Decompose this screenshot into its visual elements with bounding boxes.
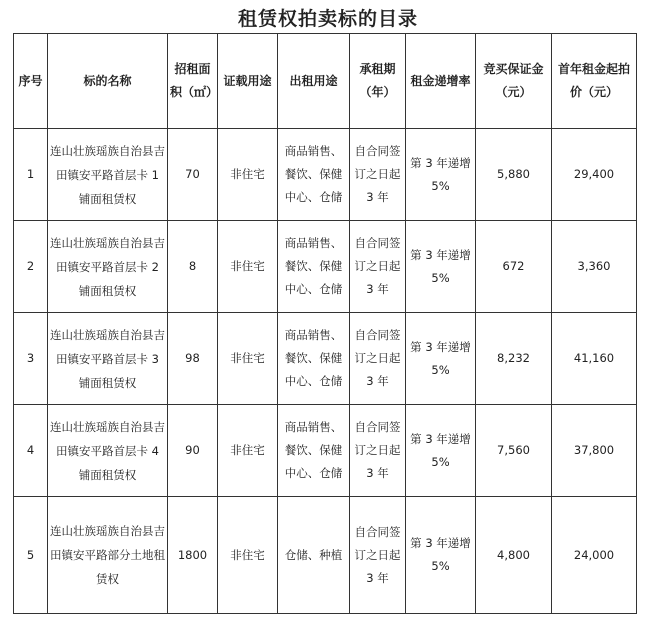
cell-rent-use: 商品销售、餐饮、保健中心、仓储: [278, 221, 350, 313]
header-area: 招租面积（㎡）: [168, 34, 218, 129]
cell-cert-use: 非住宅: [218, 405, 278, 497]
header-rent-use: 出租用途: [278, 34, 350, 129]
cell-cert-use: 非住宅: [218, 221, 278, 313]
cell-term: 自合同签订之日起 3 年: [350, 497, 406, 614]
cell-rent-use: 商品销售、餐饮、保健中心、仓储: [278, 129, 350, 221]
cell-price: 37,800: [552, 405, 637, 497]
cell-deposit: 4,800: [476, 497, 552, 614]
cell-term: 自合同签订之日起 3 年: [350, 313, 406, 405]
cell-rent-use: 仓储、种植: [278, 497, 350, 614]
cell-area: 90: [168, 405, 218, 497]
cell-rate: 第 3 年递增 5%: [406, 497, 476, 614]
document-title: 租赁权拍卖标的目录: [237, 8, 418, 30]
cell-name: 连山壮族瑶族自治县吉田镇安平路部分土地租赁权: [48, 497, 168, 614]
cell-no: 4: [14, 405, 48, 497]
header-rate: 租金递增率: [406, 34, 476, 129]
header-name: 标的名称: [48, 34, 168, 129]
table-row: [14, 405, 637, 497]
cell-no: 2: [14, 221, 48, 313]
cell-price: 29,400: [552, 129, 637, 221]
cell-name: 连山壮族瑶族自治县吉田镇安平路首层卡 4 铺面租赁权: [48, 405, 168, 497]
cell-no: 1: [14, 129, 48, 221]
header-term: 承租期（年）: [350, 34, 406, 129]
table-row: [14, 313, 637, 405]
cell-deposit: 672: [476, 221, 552, 313]
cell-cert-use: 非住宅: [218, 497, 278, 614]
cell-area: 1800: [168, 497, 218, 614]
table-row: [14, 221, 637, 313]
cell-rate: 第 3 年递增 5%: [406, 313, 476, 405]
cell-name: 连山壮族瑶族自治县吉田镇安平路首层卡 3 铺面租赁权: [48, 313, 168, 405]
cell-price: 41,160: [552, 313, 637, 405]
cell-name: 连山壮族瑶族自治县吉田镇安平路首层卡 2 铺面租赁权: [48, 221, 168, 313]
cell-area: 98: [168, 313, 218, 405]
header-cert-use: 证载用途: [218, 34, 278, 129]
cell-term: 自合同签订之日起 3 年: [350, 405, 406, 497]
cell-price: 24,000: [552, 497, 637, 614]
header-no: 序号: [14, 34, 48, 129]
cell-no: 3: [14, 313, 48, 405]
cell-area: 70: [168, 129, 218, 221]
table-header-row: [14, 34, 637, 129]
header-price: 首年租金起拍价（元）: [552, 34, 637, 129]
cell-rent-use: 商品销售、餐饮、保健中心、仓储: [278, 405, 350, 497]
cell-deposit: 7,560: [476, 405, 552, 497]
cell-cert-use: 非住宅: [218, 313, 278, 405]
cell-name: 连山壮族瑶族自治县吉田镇安平路首层卡 1 铺面租赁权: [48, 129, 168, 221]
cell-term: 自合同签订之日起 3 年: [350, 129, 406, 221]
cell-rate: 第 3 年递增 5%: [406, 129, 476, 221]
cell-deposit: 5,880: [476, 129, 552, 221]
cell-rate: 第 3 年递增 5%: [406, 405, 476, 497]
cell-no: 5: [14, 497, 48, 614]
table-row: [14, 497, 637, 614]
cell-deposit: 8,232: [476, 313, 552, 405]
cell-cert-use: 非住宅: [218, 129, 278, 221]
auction-catalog-table: [13, 33, 637, 614]
cell-rate: 第 3 年递增 5%: [406, 221, 476, 313]
cell-rent-use: 商品销售、餐饮、保健中心、仓储: [278, 313, 350, 405]
table-row: [14, 129, 637, 221]
header-deposit: 竞买保证金（元）: [476, 34, 552, 129]
cell-area: 8: [168, 221, 218, 313]
cell-term: 自合同签订之日起 3 年: [350, 221, 406, 313]
cell-price: 3,360: [552, 221, 637, 313]
